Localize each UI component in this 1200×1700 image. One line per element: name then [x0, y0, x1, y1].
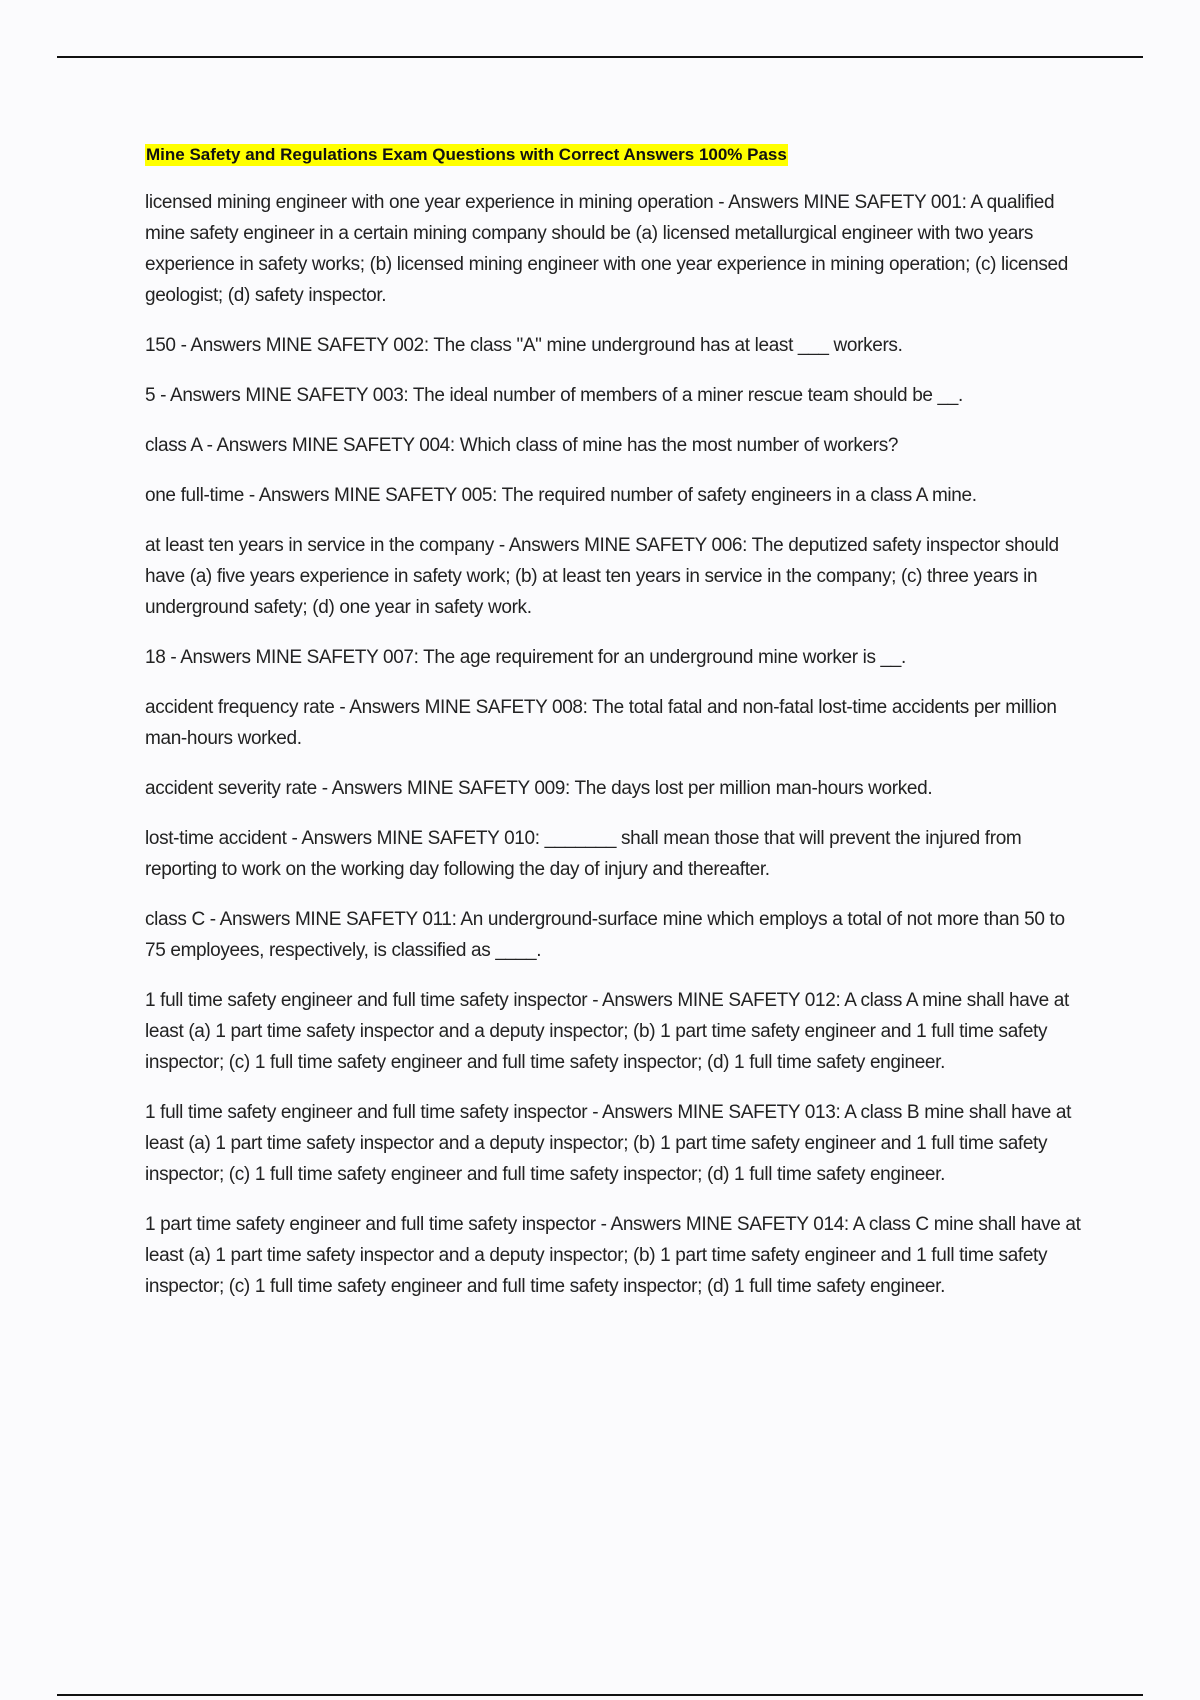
qa-item-001: licensed mining engineer with one year experience in mining operation - Answers MINE SAFETY 001: A qualified mine safety engineer in a certain mining company should be (a) licensed metallurgical engineer with two years experience in safety works; (b) licensed mining engineer with one year experience in mining operation; (c) licensed geologist; (d) safety inspector. [145, 192, 1068, 306]
qa-item-014: 1 part time safety engineer and full time safety inspector - Answers MINE SAFETY 014: A class C mine shall have at least (a) 1 part time safety inspector and a deputy inspector; (b) 1 part time safety engineer and 1 full time safety inspector; (c) 1 full time safety engineer and full time safety inspector; (d) 1 full time safety engineer. [145, 1214, 1081, 1297]
qa-item-009: accident severity rate - Answers MINE SAFETY 009: The days lost per million man-hours worked. [145, 778, 933, 799]
qa-item-008: accident frequency rate - Answers MINE SAFETY 008: The total fatal and non-fatal lost-time accidents per million man-hours worked. [145, 697, 1057, 749]
qa-item-011: class C - Answers MINE SAFETY 011: An underground-surface mine which employs a total of not more than 50 to 75 employees, respectively, is classified as ____. [145, 909, 1065, 961]
qa-item-013: 1 full time safety engineer and full time safety inspector - Answers MINE SAFETY 013: A class B mine shall have at least (a) 1 part time safety inspector and a deputy inspector; (b) 1 part time safety engineer and 1 full time safety inspector; (c) 1 full time safety engineer and full time safety inspector; (d) 1 full time safety engineer. [145, 1102, 1072, 1185]
qa-item-004: class A - Answers MINE SAFETY 004: Which class of mine has the most number of workers? [145, 435, 899, 456]
document-title: Mine Safety and Regulations Exam Questions with Correct Answers 100% Pass [146, 145, 787, 164]
qa-item-012: 1 full time safety engineer and full time safety inspector - Answers MINE SAFETY 012: A class A mine shall have at least (a) 1 part time safety inspector and a deputy inspector; (b) 1 part time safety engineer and 1 full time safety inspector; (c) 1 full time safety engineer and full time safety inspector; (d) 1 full time safety engineer. [145, 990, 1069, 1073]
qa-item-007: 18 - Answers MINE SAFETY 007: The age requirement for an underground mine worker is __. [145, 647, 906, 668]
qa-item-002: 150 - Answers MINE SAFETY 002: The class "A" mine underground has at least ___ workers. [145, 335, 903, 356]
qa-item-006: at least ten years in service in the company - Answers MINE SAFETY 006: The deputized safety inspector should have (a) five years experience in safety work; (b) at least ten years in service in the company; (c) three years in underground safety; (d) one year in safety work. [145, 535, 1059, 618]
header-rule [57, 56, 1143, 58]
qa-item-005: one full-time - Answers MINE SAFETY 005: The required number of safety engineers in a class A mine. [145, 485, 977, 506]
document-body [145, 144, 1085, 1321]
qa-item-003: 5 - Answers MINE SAFETY 003: The ideal number of members of a miner rescue team should be __. [145, 385, 963, 406]
footer-rule [57, 1694, 1143, 1696]
qa-item-010: lost-time accident - Answers MINE SAFETY 010: _______ shall mean those that will prevent the injured from reporting to work on the working day following the day of injury and thereafter. [145, 828, 1022, 880]
